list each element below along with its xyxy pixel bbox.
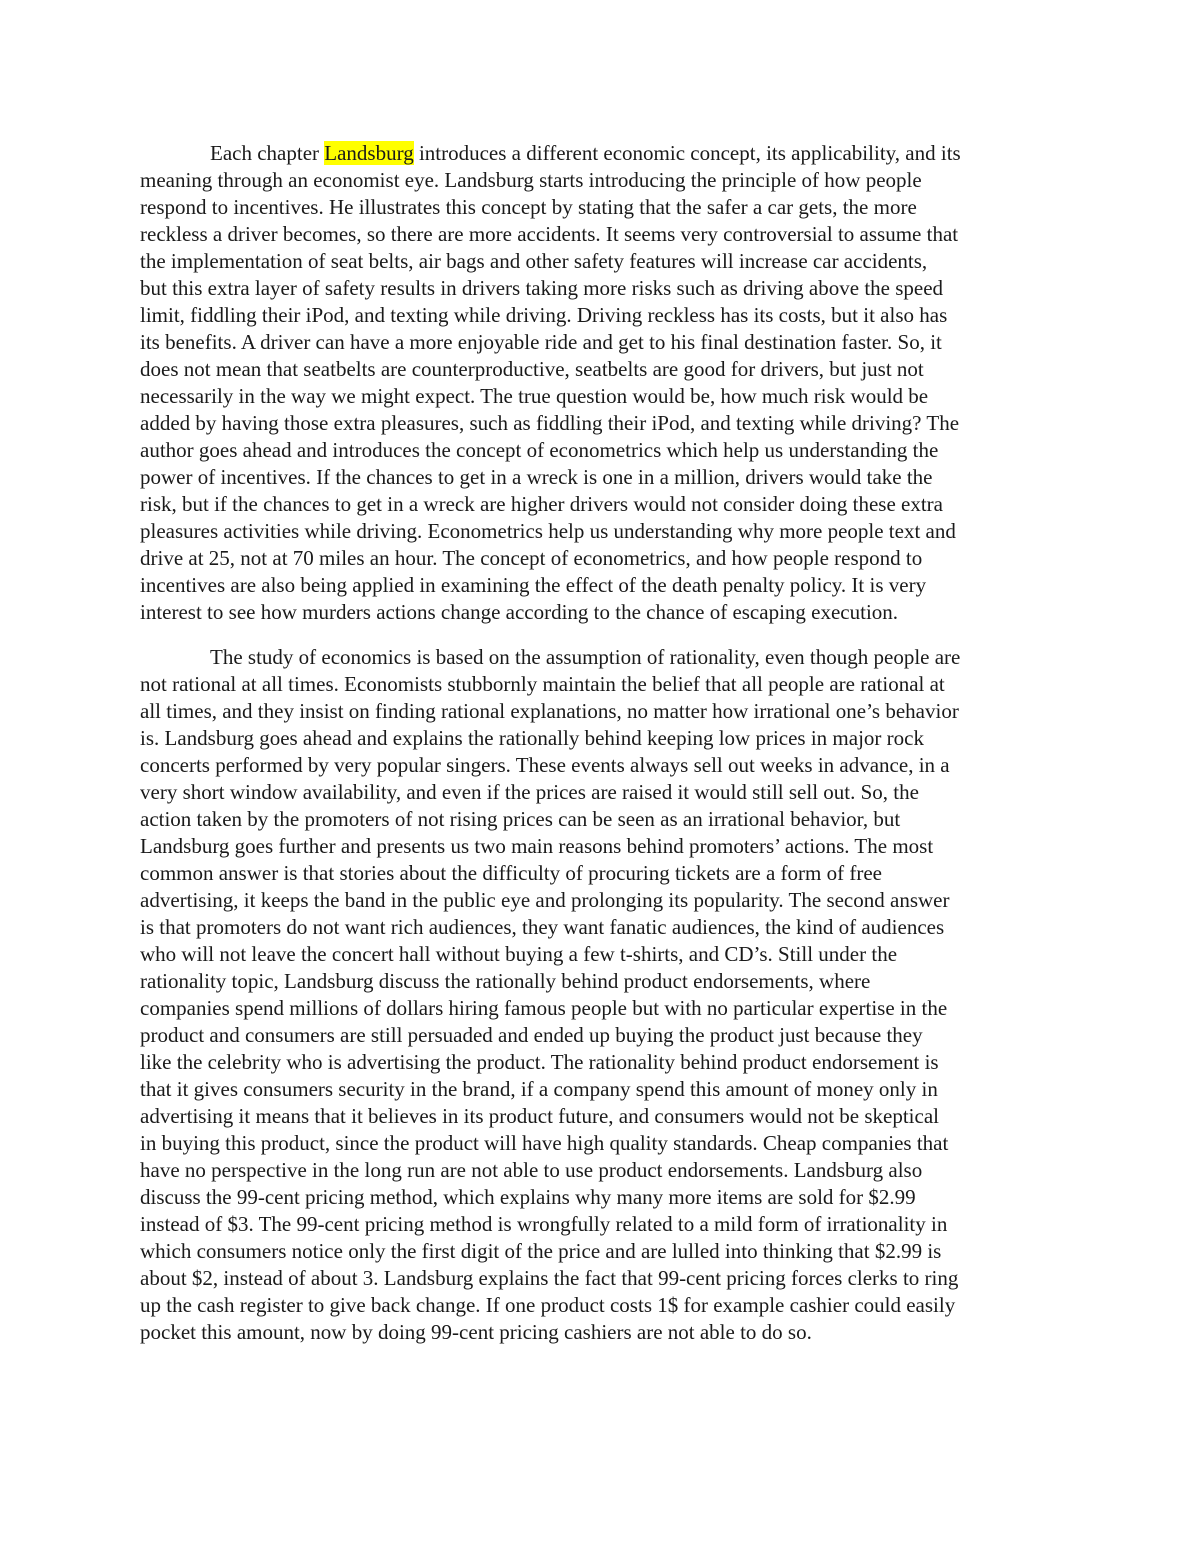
text-line: the implementation of seat belts, air bags and other safety features will increase car accidents, xyxy=(140,249,928,273)
text-line: advertising it means that it believes in its product future, and consumers would not be skeptical xyxy=(140,1104,939,1128)
text-line: discuss the 99-cent pricing method, which explains why many more items are sold for $2.99 xyxy=(140,1185,916,1209)
text-line: pocket this amount, now by doing 99-cent pricing cashiers are not able to do so. xyxy=(140,1320,812,1344)
text-line: pleasures activities while driving. Econometrics help us understanding why more people text and xyxy=(140,519,956,543)
text-line: product and consumers are still persuaded and ended up buying the product just because they xyxy=(140,1023,923,1047)
paragraph-1 xyxy=(140,140,1064,626)
text-line: The study of economics is based on the assumption of rationality, even though people are xyxy=(210,645,961,669)
text-line: its benefits. A driver can have a more enjoyable ride and get to his final destination faster. So, it xyxy=(140,330,942,354)
text-line: Landsburg goes further and presents us two main reasons behind promoters’ actions. The most xyxy=(140,834,934,858)
text-line: is. Landsburg goes ahead and explains the rationally behind keeping low prices in major rock xyxy=(140,726,924,750)
text-line: limit, fiddling their iPod, and texting while driving. Driving reckless has its costs, but it also has xyxy=(140,303,948,327)
text-line: reckless a driver becomes, so there are more accidents. It seems very controversial to assume that xyxy=(140,222,959,246)
text-line: advertising, it keeps the band in the public eye and prolonging its popularity. The second answer xyxy=(140,888,950,912)
text-line: which consumers notice only the first digit of the price and are lulled into thinking that $2.99 is xyxy=(140,1239,942,1263)
text-line: but this extra layer of safety results in drivers taking more risks such as driving above the speed xyxy=(140,276,944,300)
text-line: in buying this product, since the product will have high quality standards. Cheap companies that xyxy=(140,1131,949,1155)
text-line: incentives are also being applied in examining the effect of the death penalty policy. It is very xyxy=(140,573,927,597)
highlighted-word: Landsburg xyxy=(324,141,414,165)
text-line: concerts performed by very popular singers. These events always sell out weeks in advance, in a xyxy=(140,753,950,777)
text-line: power of incentives. If the chances to get in a wreck is one in a million, drivers would take the xyxy=(140,465,933,489)
text-line: risk, but if the chances to get in a wreck are higher drivers would not consider doing these extra xyxy=(140,492,943,516)
text-line: that it gives consumers security in the brand, if a company spend this amount of money only in xyxy=(140,1077,938,1101)
text-line: like the celebrity who is advertising the product. The rationality behind product endorsement is xyxy=(140,1050,939,1074)
text-segment: Each chapter xyxy=(210,141,325,165)
text-line: drive at 25, not at 70 miles an hour. The concept of econometrics, and how people respond to xyxy=(140,546,923,570)
text-line: author goes ahead and introduces the concept of econometrics which help us understanding the xyxy=(140,438,939,462)
text-line: respond to incentives. He illustrates this concept by stating that the safer a car gets, the more xyxy=(140,195,917,219)
text-line: action taken by the promoters of not rising prices can be seen as an irrational behavior, but xyxy=(140,807,901,831)
text-line: all times, and they insist on finding rational explanations, no matter how irrational one’s behavior xyxy=(140,699,959,723)
text-line: meaning through an economist eye. Landsburg starts introducing the principle of how people xyxy=(140,168,922,192)
text-line: not rational at all times. Economists stubbornly maintain the belief that all people are rational at xyxy=(140,672,945,696)
paragraph-gap xyxy=(140,626,1064,644)
document-body xyxy=(140,140,1064,1346)
text-line: instead of $3. The 99-cent pricing method is wrongfully related to a mild form of irrationality in xyxy=(140,1212,948,1236)
text-line: rationality topic, Landsburg discuss the rationally behind product endorsements, where xyxy=(140,969,871,993)
text-line: does not mean that seatbelts are counterproductive, seatbelts are good for drivers, but just not xyxy=(140,357,924,381)
text-line xyxy=(140,140,1064,167)
text-line: is that promoters do not want rich audiences, they want fanatic audiences, the kind of audiences xyxy=(140,915,945,939)
text-line: have no perspective in the long run are not able to use product endorsements. Landsburg also xyxy=(140,1158,923,1182)
text-line: necessarily in the way we might expect. The true question would be, how much risk would be xyxy=(140,384,929,408)
paragraph-2 xyxy=(140,644,1064,1346)
text-segment: introduces a different economic concept, its applicability, and its xyxy=(413,141,961,165)
text-line: companies spend millions of dollars hiring famous people but with no particular expertise in the xyxy=(140,996,948,1020)
text-line: about $2, instead of about 3. Landsburg explains the fact that 99-cent pricing forces clerks to ring xyxy=(140,1266,959,1290)
text-line: interest to see how murders actions change according to the chance of escaping execution. xyxy=(140,600,899,624)
text-line: added by having those extra pleasures, such as fiddling their iPod, and texting while driving? The xyxy=(140,411,960,435)
text-line: who will not leave the concert hall without buying a few t-shirts, and CD’s. Still under the xyxy=(140,942,898,966)
text-line: common answer is that stories about the difficulty of procuring tickets are a form of free xyxy=(140,861,882,885)
text-line: very short window availability, and even if the prices are raised it would still sell out. So, the xyxy=(140,780,919,804)
text-line: up the cash register to give back change. If one product costs 1$ for example cashier could easily xyxy=(140,1293,956,1317)
